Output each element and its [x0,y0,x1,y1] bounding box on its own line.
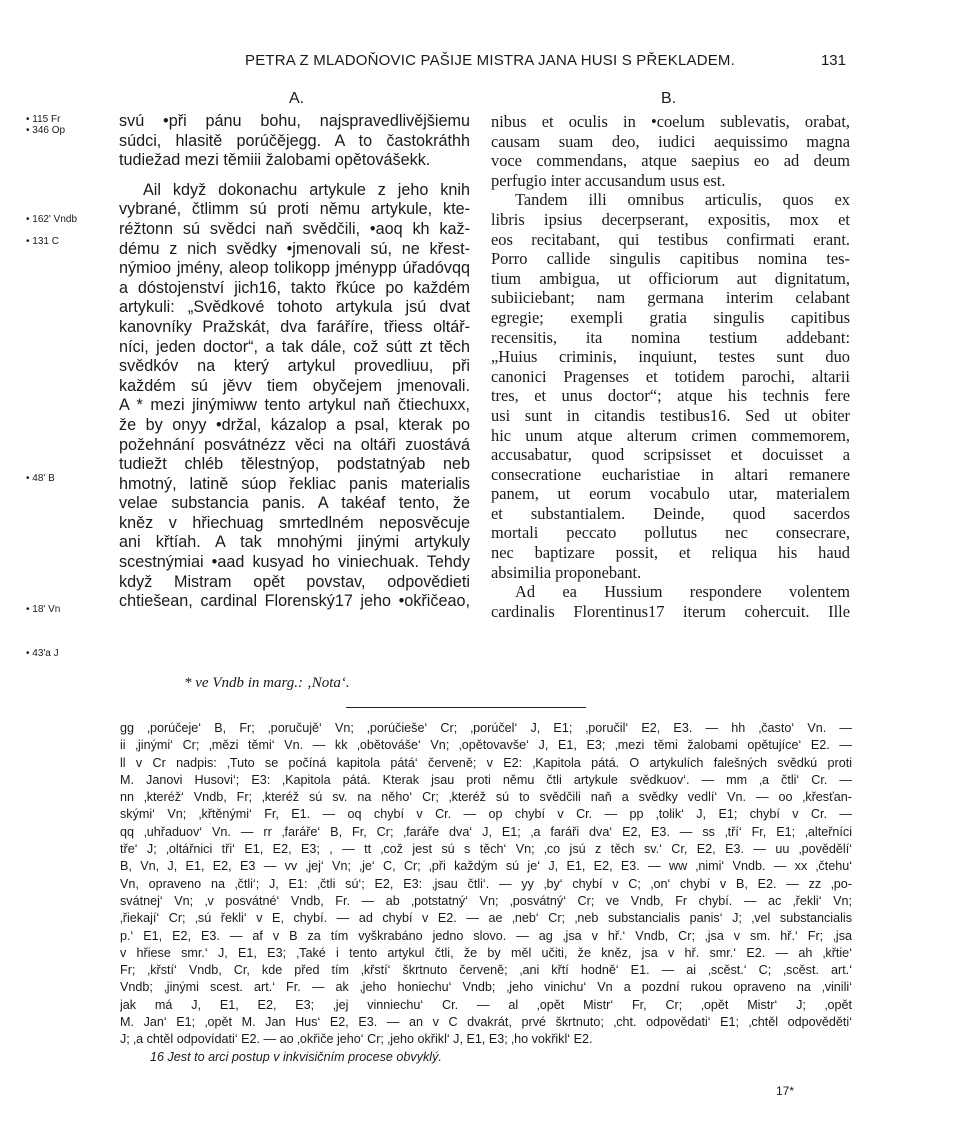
text-line: nýmioo jmény, aleop tolikopp jménypp úřadóvqq [119,259,470,278]
text-line: tudiežt chléb tělestnýop, podstatnýab neb [119,455,470,474]
text-line: accusabatur, quod scripsisset et docuisset a [491,445,850,465]
footnotes [120,720,852,1066]
text-line: libris ipsius decerpserant, expositis, mox et [491,209,850,229]
text-line: artykuli: „Svědkové tohoto artykula jsú dvat [119,298,470,317]
footnote-line: J; ‚a chtěl odpovídati‘ E2. — ao ‚okřiče jeho‘ Cr; ‚jeho okřikl‘ J, E1, E3; ‚ho vokřikl‘ E2. [120,1032,593,1047]
text-line: subiiciebant; nam germana interim celabant [491,288,850,308]
text-line: nec baptizare possit, et reliqua his haud [491,543,850,563]
footnote-line: skými‘ Vn; ‚křtěnými‘ Fr, E1. — oq chybí v Cr. — op chybí v Cr. — pp ‚tolik‘ J, E1; chybí v Cr. — [120,807,852,822]
text-line: usi sunt in citandis testibus16. Sed ut obiter [491,405,850,425]
running-head: PETRA Z MLADOŇOVIC PAŠIJE MISTRA JANA HUSI S PŘEKLADEM. [245,52,735,69]
footnote-line: M. Janovi Husovi‘; E3: ‚Kapitola pátá. Kterak jsau proti němu čtli artykule svědkuov‘. — mm ‚a čtli‘ Cr. — [120,772,852,787]
text-line: cardinalis Florentinus17 iterum cohercuit. Ille [491,601,850,621]
text-line: když Mistram opět povstav, odpovědieti [119,572,470,591]
footnote-line: Fr; ‚křstí‘ Vndb, Cr, kde před tím ‚křstí‘ škrtnuto červeně; ‚ani křtí hodně‘ E1. — ai ‚scěst.‘ C; ‚scěst. art.‘ [120,963,852,978]
text-line: velae substancia panis. A takéaf tento, že [119,494,470,513]
text-line: absimilia proponebant. [491,562,642,582]
text-line: panem, ut eorum vocabulo utar, materialem [491,484,850,504]
footnote-line: Vndb; ‚jinými scest. art.‘ Fr. — ak ‚jeho honiechu‘ Vndb; ‚jeho vinichu‘ Vn a pozdní rukou opraveno na ‚vinili‘ [120,980,852,995]
text-line: causam suam deo, iudici aequissimo magna [491,131,850,151]
text-line: kněz v hřiechuag smrtedlném neposvěcuje [119,513,470,532]
footnote-line: tře‘ J; ‚oltářnici tři‘ E1, E2, E3; , — tt ‚což jest sú s těch‘ Vn; ‚co jsú z těch sv.‘ Cr, E2, E3. — uu ‚povědělí‘ [120,842,852,857]
text-line: svědkóv na který artykul provedliuu, při [119,357,470,376]
footnote-line: jak má J, E1, E2, E3; ‚jej vinniechu‘ Cr. — al ‚opět Mistr‘ Fr, Cr; ‚opět Mistr‘ J; ‚opět [120,997,852,1012]
margin-note: • 115 Fr [26,114,61,125]
margin-note: • 346 Op [26,125,66,136]
footnote-line: p.‘ E1, E2, E3. — af v B za tím vyškrabáno jedno slovo. — ag ‚jsa v hř.‘ Vndb, Cr; ‚jsa v sm. hř.‘ Fr; ‚jsa [120,928,852,943]
text-line: „Huius criminis, inquiunt, testes sunt duo [491,347,850,367]
text-line: réžtonn sú svědci naň svědčili, •aoq kh kaž- [119,219,470,238]
footnote-line: M. Jan‘ E1; ‚opět M. Jan Hus‘ E2, E3. — an v C dvakrát, prvé škrtnuto; ‚cht. odpovědati‘ E1; ‚chtěl odpověděti‘ [120,1015,852,1030]
text-line: Ail když dokonachu artykule z jeho knih [143,180,470,199]
footnote-line: ii ‚jinými‘ Cr; ‚mězi těmi‘ Vn. — kk ‚obětováše‘ Vn; ‚opětovavše‘ J, E1, E3; ‚mezi těmi žalobami opětujíce‘ E2. — [120,738,852,753]
footnote-line: qq ‚uhřaduov‘ Vn. — rr ‚faráře‘ B, Fr, Cr; ‚faráře dva‘ J, E1; ‚a faráři dva‘ E2, E3. — ss ‚tří‘ Fr, E1; ‚alteřníci [120,824,852,839]
text-line: Tandem illi omnibus articulis, quos ex [515,190,850,210]
margin-note: • 48' B [26,473,55,484]
text-line: že by onyy •držal, kázalop a psal, kterak po [119,415,470,434]
page-number: 131 [820,52,846,69]
text-line: ani křtíah. A tak mnohými jinými artykuly [119,533,470,552]
text-line: Ad ea Hussium respondere volentem [515,582,850,602]
margin-note: • 162' Vndb [26,214,78,225]
column-a-czech [119,112,470,612]
text-line: et substantialem. Deinde, quod sacerdos [491,503,850,523]
text-line: súdci, hlasitě porúčějegg. A to častokráthh [119,131,470,150]
text-line: a dóstojenství jich16, takto řkúce po každém [119,278,470,297]
text-line: consecratione eucharistiae in altari remanere [491,464,850,484]
text-line: tres, et unus doctor“; atque his technis fere [491,386,850,406]
text-line: kanovníky Pražskát, dva faráříre, třiess oltář- [119,317,470,336]
margin-note: • 43'a J [26,648,59,659]
marginal-star-note: * ve Vndb in marg.: ‚Nota‘. [184,675,350,691]
text-line: chtiešean, cardinal Florenský17 jeho •okřičeao, [119,592,470,611]
text-line: voce commendans, atque saepius eo ad deum [491,151,850,171]
footnote-line: ‚řiekají‘ Cr; ‚sú řekli‘ v E, chybí. — ad chybí v E2. — ae ‚neb‘ Cr; ‚neb substancialis panis‘ J; ‚vel substancialis [120,911,852,926]
text-line: svú •při pánu bohu, najspravedlivějšiemu [119,112,470,130]
footnote-line: v hřiese smr.‘ J, E1, E3; ‚Také i tento artykul čtli, že by měl učiti, že kněz, jsa v hř. smr.‘ E2. — ah ‚křtie‘ [120,945,852,960]
text-line: hmotný, latině súop řekliac panis materialis [119,474,470,493]
margin-note: • 18' Vn [26,604,61,615]
text-line: egregie; exempli gratia singulis capitibus [491,307,850,327]
footnote-line: nn ‚kteréž‘ Vndb, Fr; ‚kteréž sú sv. na něho‘ Cr; ‚kteréž sú to svědčili naň a svědky vedlí‘ Vn. — oo ‚křesťan- [120,790,852,805]
text-line: každém sú jěvv tiem obyčejem jmenovali. [119,376,470,395]
text-line: Porro callide singulis capitibus nomina tes- [491,249,850,269]
text-line: požehnání posvátnézz věci na oltáři zuostává [119,435,470,454]
footnote-line: svátnej‘ Vn; ‚v posvátné‘ Vndb, Fr. — ab ‚potstatný‘ Vn; ‚posvátný‘ Cr; ve Vndb, Fr chybí. — ac ‚řekli‘ Vn; [120,893,852,908]
column-a-heading: A. [289,90,305,107]
footnote-line: 16 Jest to arci postup v inkvisičním procese obvyklý. [150,1049,442,1064]
text-line: perfugio inter accusandum usus est. [491,170,726,190]
text-line: hic unum atque alterum crimen commemorem, [491,425,850,445]
text-line: recensitis, ita nomina testium addebant: [491,327,850,347]
text-line: scestnýmiai •aad kusyad ho viniechuak. Tehdy [119,553,470,572]
footnote-line: ll v Cr nadpis: ‚Tuto se počíná kapitola pátá‘ červeně; v E2: ‚Kapitola pátá. O artykulích falešných svědkú proti [120,755,852,770]
text-line: A * mezi jinýmiww tento artykul naň čtiechuxx, [119,396,470,415]
text-line: vybrané, čtlimm sú proti němu artykule, kte- [119,200,470,219]
text-line: nibus et oculis in •coelum sublevatis, orabat, [491,112,850,131]
footnote-divider [346,707,586,708]
text-line: canonici Pragenses et totidem parochi, altarii [491,366,850,386]
text-line: eos recitabant, qui testibus confirmati erant. [491,229,850,249]
text-line: tium ambigua, ut officiorum aut dignitatum, [491,268,850,288]
column-b-latin [491,112,850,621]
text-line: tudiežad mezi těmiii žalobami opětovášekk. [119,151,431,170]
text-line: dému z nich svědky •jmenovali sú, ne křest- [119,239,470,258]
footnote-line: B, Vn, J, E1, E2, E3 — vv ‚jej‘ Vn; ‚je‘ C, Cr; ‚při každým sú je‘ J, E1, E2, E3. — ww ‚nimi‘ Vndb. — xx ‚čtehu‘ [120,859,852,874]
column-b-heading: B. [661,90,677,107]
footnote-line: Vn, opraveno na ‚čtli‘; J, E1: ‚čtli sú‘; E2, E3: ‚jsau čtli‘. — yy ‚by‘ chybí v C; ‚on‘ chybí v B, E2. — zz ‚po- [120,876,852,891]
footnote-line: gg ‚porúčeje‘ B, Fr; ‚poručujě‘ Vn; ‚porúčieše‘ Cr; ‚porúčel‘ J, E1; ‚poručil‘ E2, E3. — hh ‚často‘ Vn. — [120,721,852,735]
signature-mark: 17* [776,1084,795,1098]
text-line: níci, jeden doctor“, a tak dále, což sútt zt těch [119,337,470,356]
text-line: mortali peccato pollutus nec consecrare, [491,523,850,543]
margin-note: • 131 C [26,236,59,247]
